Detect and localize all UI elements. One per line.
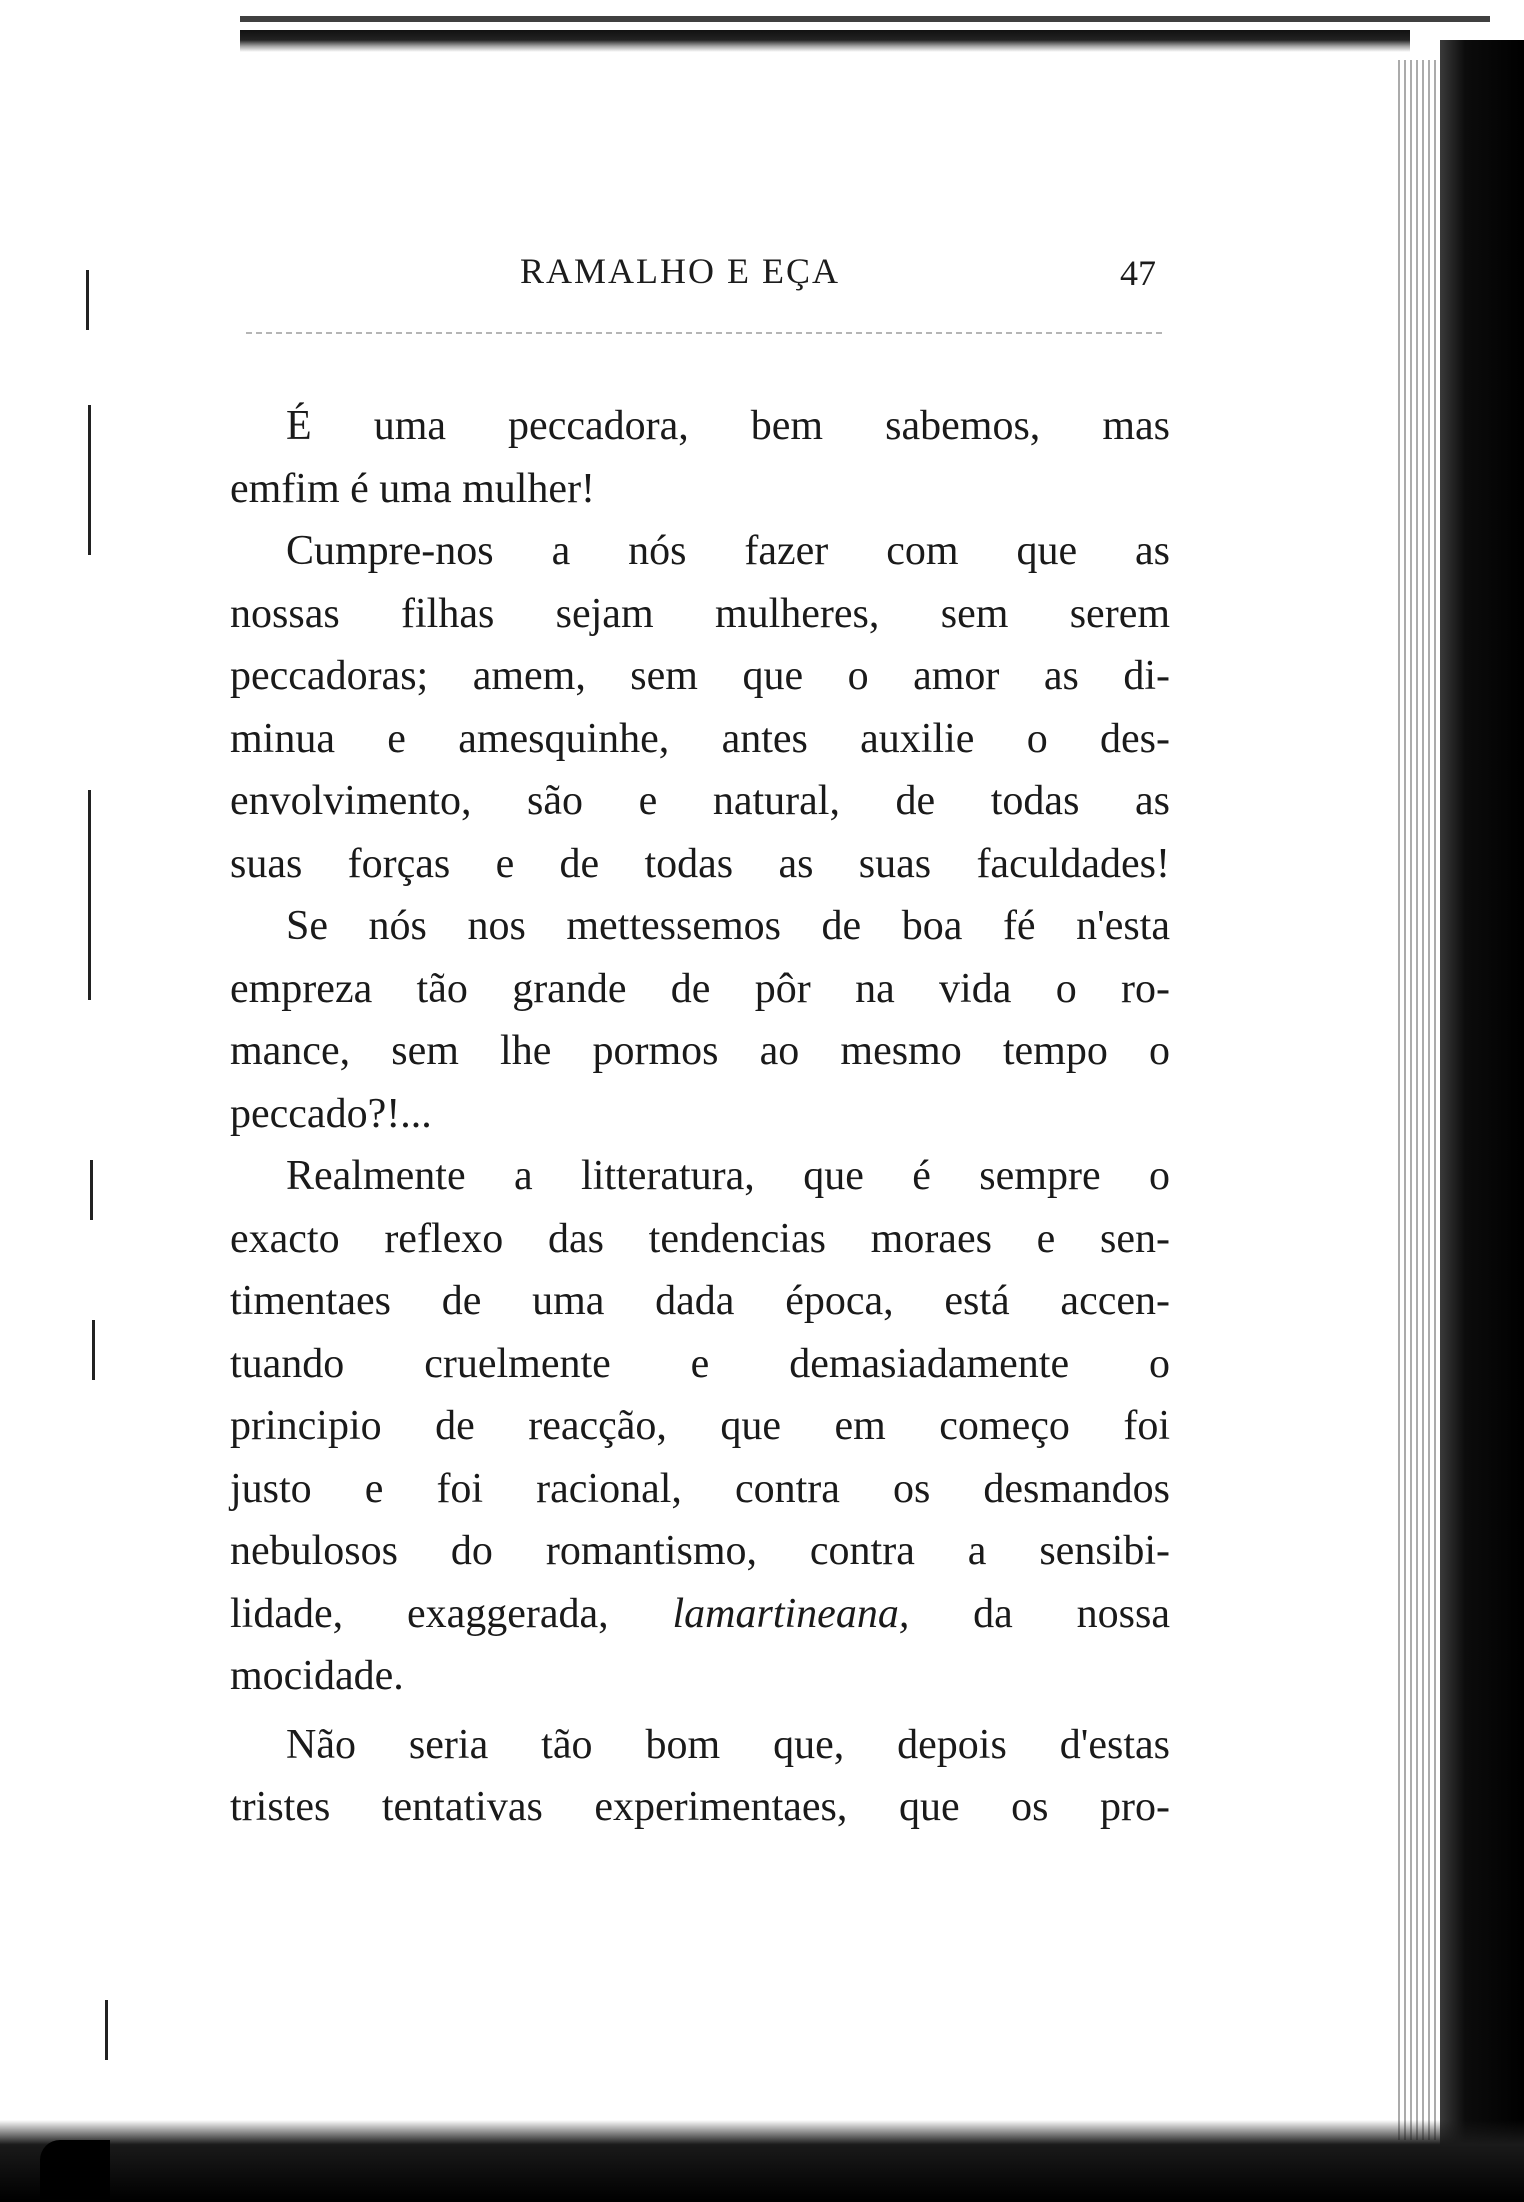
text-line: nossas filhas sejam mulheres, sem serem: [230, 590, 1170, 637]
text-line: nebulosos do romantismo, contra a sensibi-: [230, 1528, 1170, 1574]
text-line: Cumpre-nos a nós fazer com que as: [286, 528, 1170, 574]
margin-mark: [90, 1160, 93, 1220]
text-line: Não seria tão bom que, depois d'estas: [286, 1721, 1170, 1768]
running-title: RAMALHO E EÇA: [520, 251, 840, 291]
text-line: Se nós nos mettessemos de boa fé n'esta: [286, 903, 1170, 949]
scan-top-edge: [240, 16, 1490, 22]
text-line: peccado?!...: [230, 1090, 432, 1137]
page-stack-edge: [1398, 60, 1440, 2140]
scan-top-shadow: [240, 30, 1410, 52]
page-number: 47: [1120, 253, 1156, 293]
scan-bottom-corner: [40, 2140, 110, 2202]
text-line: Realmente a litteratura, que é sempre o: [286, 1153, 1170, 1199]
margin-mark: [92, 1320, 95, 1380]
text-line: justo e foi racional, contra os desmandos: [230, 1465, 1170, 1512]
body-text: [230, 395, 1170, 1839]
text-line: É uma peccadora, bem sabemos, mas: [286, 403, 1170, 449]
text-line: tuando cruelmente e demasiadamente o: [230, 1340, 1170, 1387]
margin-mark: [88, 790, 91, 1000]
text-line: empreza tão grande de pôr na vida o ro-: [230, 965, 1170, 1012]
margin-mark: [86, 270, 89, 330]
text-line-mixed: [230, 1583, 1170, 1646]
text-line: tristes tentativas experimentaes, que os pro-: [230, 1784, 1170, 1830]
text-line: minua e amesquinhe, antes auxilie o des-: [230, 715, 1170, 762]
text-line: exacto reflexo das tendencias moraes e sen-: [230, 1215, 1170, 1262]
header-rule: [246, 332, 1162, 334]
text-line: envolvimento, são e natural, de todas as: [230, 778, 1170, 824]
text-line: timentaes de uma dada época, está accen-: [230, 1278, 1170, 1324]
text-fragment: da nossa: [973, 1590, 1170, 1637]
text-line: mance, sem lhe pormos ao mesmo tempo o: [230, 1028, 1170, 1074]
text-line: emfim é uma mulher!: [230, 465, 596, 512]
italic-word: lamartineana,: [672, 1590, 910, 1637]
scan-bottom-border: [0, 2120, 1524, 2202]
margin-mark: [88, 405, 91, 555]
text-line: suas forças e de todas as suas faculdades!: [230, 840, 1170, 887]
text-line: principio de reacção, que em começo foi: [230, 1403, 1170, 1449]
text-line: mocidade.: [230, 1653, 404, 1699]
text-fragment: lidade, exaggerada,: [230, 1590, 609, 1637]
scan-right-border: [1440, 40, 1524, 2202]
text-line: peccadoras; amem, sem que o amor as di-: [230, 653, 1170, 699]
margin-mark: [105, 2000, 108, 2060]
